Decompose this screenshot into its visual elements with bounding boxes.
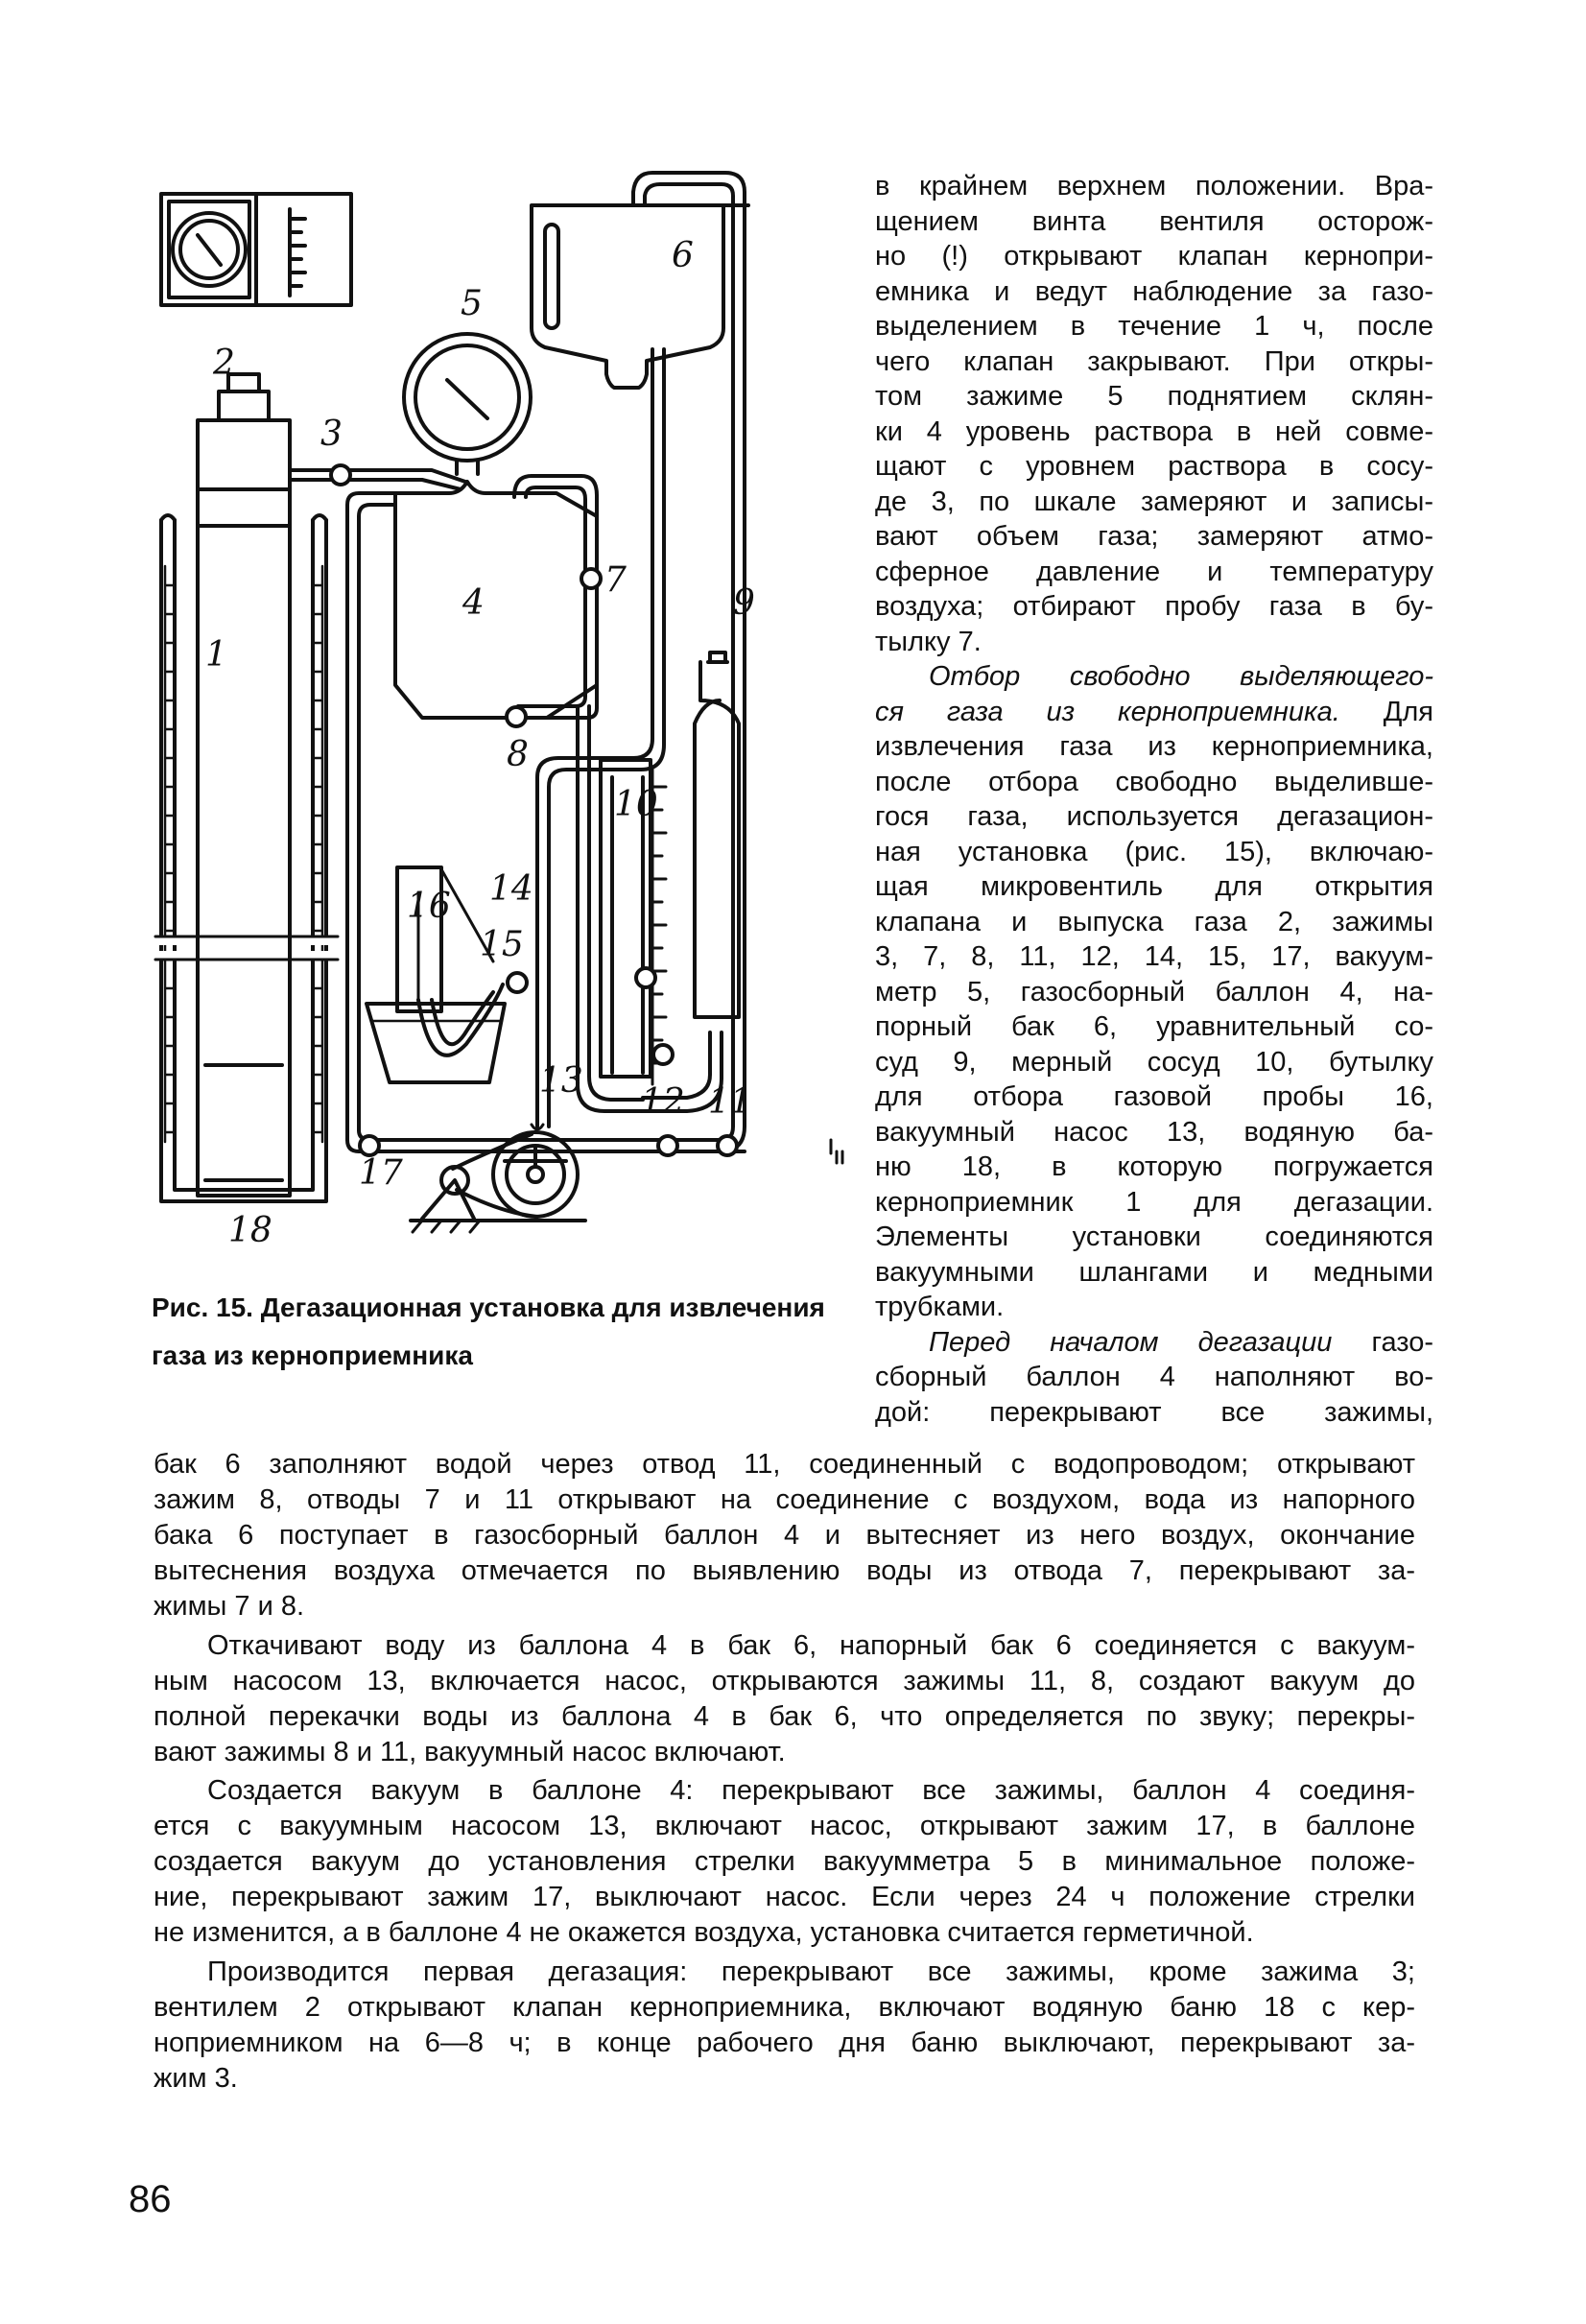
text-line: Откачивают воду из баллона 4 в бак 6, напорный бак 6 соединяется с вакуум- <box>207 1630 1415 1661</box>
text-line: для отбора газовой пробы 16, <box>875 1081 1433 1112</box>
text-line: зажим 8, отводы 7 и 11 открывают на соединение с воздухом, вода из напорного <box>154 1484 1415 1515</box>
paragraph-2 <box>154 1628 1415 1770</box>
vacuum-meter-5 <box>404 334 531 474</box>
section-heading-cont: ся газа из керноприемника. <box>875 696 1340 727</box>
label-12: 12 <box>641 1082 685 1122</box>
text-line: дой: перекрывают все зажимы, <box>875 1396 1433 1428</box>
label-10: 10 <box>614 785 658 824</box>
text-line: ется с вакуумным насосом 13, включают насос, открывают зажим 17, в баллоне <box>154 1811 1415 1841</box>
text-line: сферное давление и температуру <box>875 556 1433 587</box>
label-18: 18 <box>228 1211 272 1247</box>
gas-cylinder-4 <box>395 482 597 718</box>
instrument-panel <box>161 194 351 305</box>
text-line: чего клапан закрывают. При откры- <box>875 345 1433 377</box>
text-line: не изменится, а в баллоне 4 не окажется воздуха, установка считается герметичной. <box>154 1917 1254 1948</box>
label-5: 5 <box>461 284 483 323</box>
text-line: в крайнем верхнем положении. Вра- <box>875 171 1433 202</box>
text-line: щением винта вентиля осторож- <box>875 205 1433 237</box>
paragraph-4 <box>154 1955 1415 2097</box>
label-17: 17 <box>359 1153 403 1193</box>
text-line: извлечения газа из керноприемника, <box>875 731 1433 762</box>
text-span: газо- <box>1371 1326 1433 1358</box>
text-line: Элементы установки соединяются <box>875 1221 1433 1252</box>
text-line: щают с уровнем раствора в сосу- <box>875 451 1433 482</box>
label-7: 7 <box>604 560 627 600</box>
label-15: 15 <box>480 925 524 964</box>
text-line: ние, перекрывают зажим 17, выключают насос. Если через 24 ч положение стрелки <box>154 1882 1415 1912</box>
water-bath-18 <box>155 515 338 1201</box>
label-8: 8 <box>507 735 529 774</box>
text-line: вентилем 2 открывают клапан керноприемника, включают водяную баню 18 с кер- <box>154 1992 1415 2023</box>
label-9: 9 <box>733 583 755 623</box>
label-16: 16 <box>407 887 451 926</box>
text-line <box>875 695 1433 730</box>
text-line: ню 18, в которую погружается <box>875 1151 1433 1182</box>
text-line: вытеснения воздуха отмечается по выявлению воды из отвода 7, перекрывают за- <box>154 1555 1415 1586</box>
text-line: после отбора свободно выделивше- <box>875 766 1433 797</box>
text-line: емника и ведут наблюдение за газо- <box>875 275 1433 307</box>
text-line: ным насосом 13, включается насос, открываются зажимы 11, 8, создают вакуум до <box>154 1666 1415 1696</box>
text-line: щая микровентиль для открытия <box>875 871 1433 902</box>
italic-phrase: Перед началом дегазации <box>929 1326 1333 1358</box>
page-number: 86 <box>129 2178 172 2220</box>
section-heading: Отбор свободно выделяющего- <box>929 661 1433 692</box>
label-6: 6 <box>672 236 694 275</box>
text-line: суд 9, мерный сосуд 10, бутылку <box>875 1046 1433 1078</box>
text-line: клапана и выпуска газа 2, зажимы <box>875 906 1433 937</box>
text-line: гося газа, используется дегазацион- <box>875 801 1433 832</box>
label-11: 11 <box>708 1082 752 1122</box>
text-line: Создается вакуум в баллоне 4: перекрывают все зажимы, баллон 4 соединя- <box>207 1775 1415 1806</box>
paragraph-1 <box>154 1447 1415 1624</box>
text-line: сборный баллон 4 наполняют во- <box>875 1362 1433 1392</box>
text-line: вакуумными шлангами и медными <box>875 1256 1433 1288</box>
text-line: вакуумный насос 13, водяную ба- <box>875 1116 1433 1148</box>
text-line: выделением в течение 1 ч, после <box>875 311 1433 342</box>
text-line: создается вакуум до установления стрелки вакуумметра 5 в минимальное положе- <box>154 1846 1415 1877</box>
text-line: том зажиме 5 поднятием склян- <box>875 381 1433 412</box>
label-3: 3 <box>320 415 343 454</box>
figure-degassing-setup <box>144 163 854 1247</box>
label-2: 2 <box>213 344 235 383</box>
text-line: но (!) открывают клапан кернопри- <box>875 241 1433 272</box>
text-line: полной перекачки воды из баллона 4 в бак 6, что определяется по звуку; перекры- <box>154 1701 1415 1732</box>
text-line: воздуха; отбирают пробу газа в бу- <box>875 591 1433 622</box>
label-14: 14 <box>489 869 533 909</box>
label-4: 4 <box>462 583 485 623</box>
text-line: вают зажимы 8 и 11, вакуумный насос включают. <box>154 1737 786 1767</box>
figure-caption: Рис. 15. Дегазационная установка для извлечения газа из керноприемника <box>152 1292 825 1370</box>
pressure-tank-6 <box>532 205 748 388</box>
diagram-labels <box>205 236 755 1247</box>
text-line: бак 6 заполняют водой через отвод 11, соединенный с водопроводом; открывают <box>154 1449 1415 1480</box>
label-13: 13 <box>539 1061 583 1101</box>
core-sampler-1 <box>198 374 290 1196</box>
text-line: ная установка (рис. 15), включаю- <box>875 836 1433 867</box>
text-line: де 3, по шкале замеряют и записы- <box>875 486 1433 517</box>
text-line: бака 6 поступает в газосборный баллон 4 и вытесняет из него воздух, окончание <box>154 1520 1415 1551</box>
text-line: ки 4 уровень раствора в ней совме- <box>875 415 1433 447</box>
text-line <box>875 1325 1433 1361</box>
pipe-network <box>290 173 842 1163</box>
paragraph-3 <box>154 1773 1415 1951</box>
degassing-diagram <box>144 163 854 1247</box>
text-line: Производится первая дегазация: перекрывают все зажимы, кроме зажима 3; <box>207 1956 1415 1987</box>
right-column-text <box>875 169 1433 1430</box>
text-line: 3, 7, 8, 11, 12, 14, 15, 17, вакуум- <box>875 941 1433 972</box>
text-line: ноприемником на 6—8 ч; в конце рабочего дня баню выключают, перекрывают за- <box>154 2028 1415 2058</box>
clamps <box>331 465 737 1155</box>
text-line: порный бак 6, уравнительный со- <box>875 1011 1433 1042</box>
text-line: жимы 7 и 8. <box>154 1591 305 1622</box>
vacuum-pump-13 <box>411 1132 585 1232</box>
text-line: керноприемник 1 для дегазации. <box>875 1186 1433 1218</box>
label-1: 1 <box>205 635 227 675</box>
text-line: трубками. <box>875 1292 1005 1322</box>
section-heading-line <box>875 659 1433 695</box>
text-line: метр 5, газосборный баллон 4, на- <box>875 976 1433 1008</box>
text-line: тылку 7. <box>875 626 982 657</box>
text-line: вают объем газа; замеряют атмо- <box>875 521 1433 552</box>
text-span: Для <box>1383 696 1433 727</box>
text-line: жим 3. <box>154 2063 238 2094</box>
